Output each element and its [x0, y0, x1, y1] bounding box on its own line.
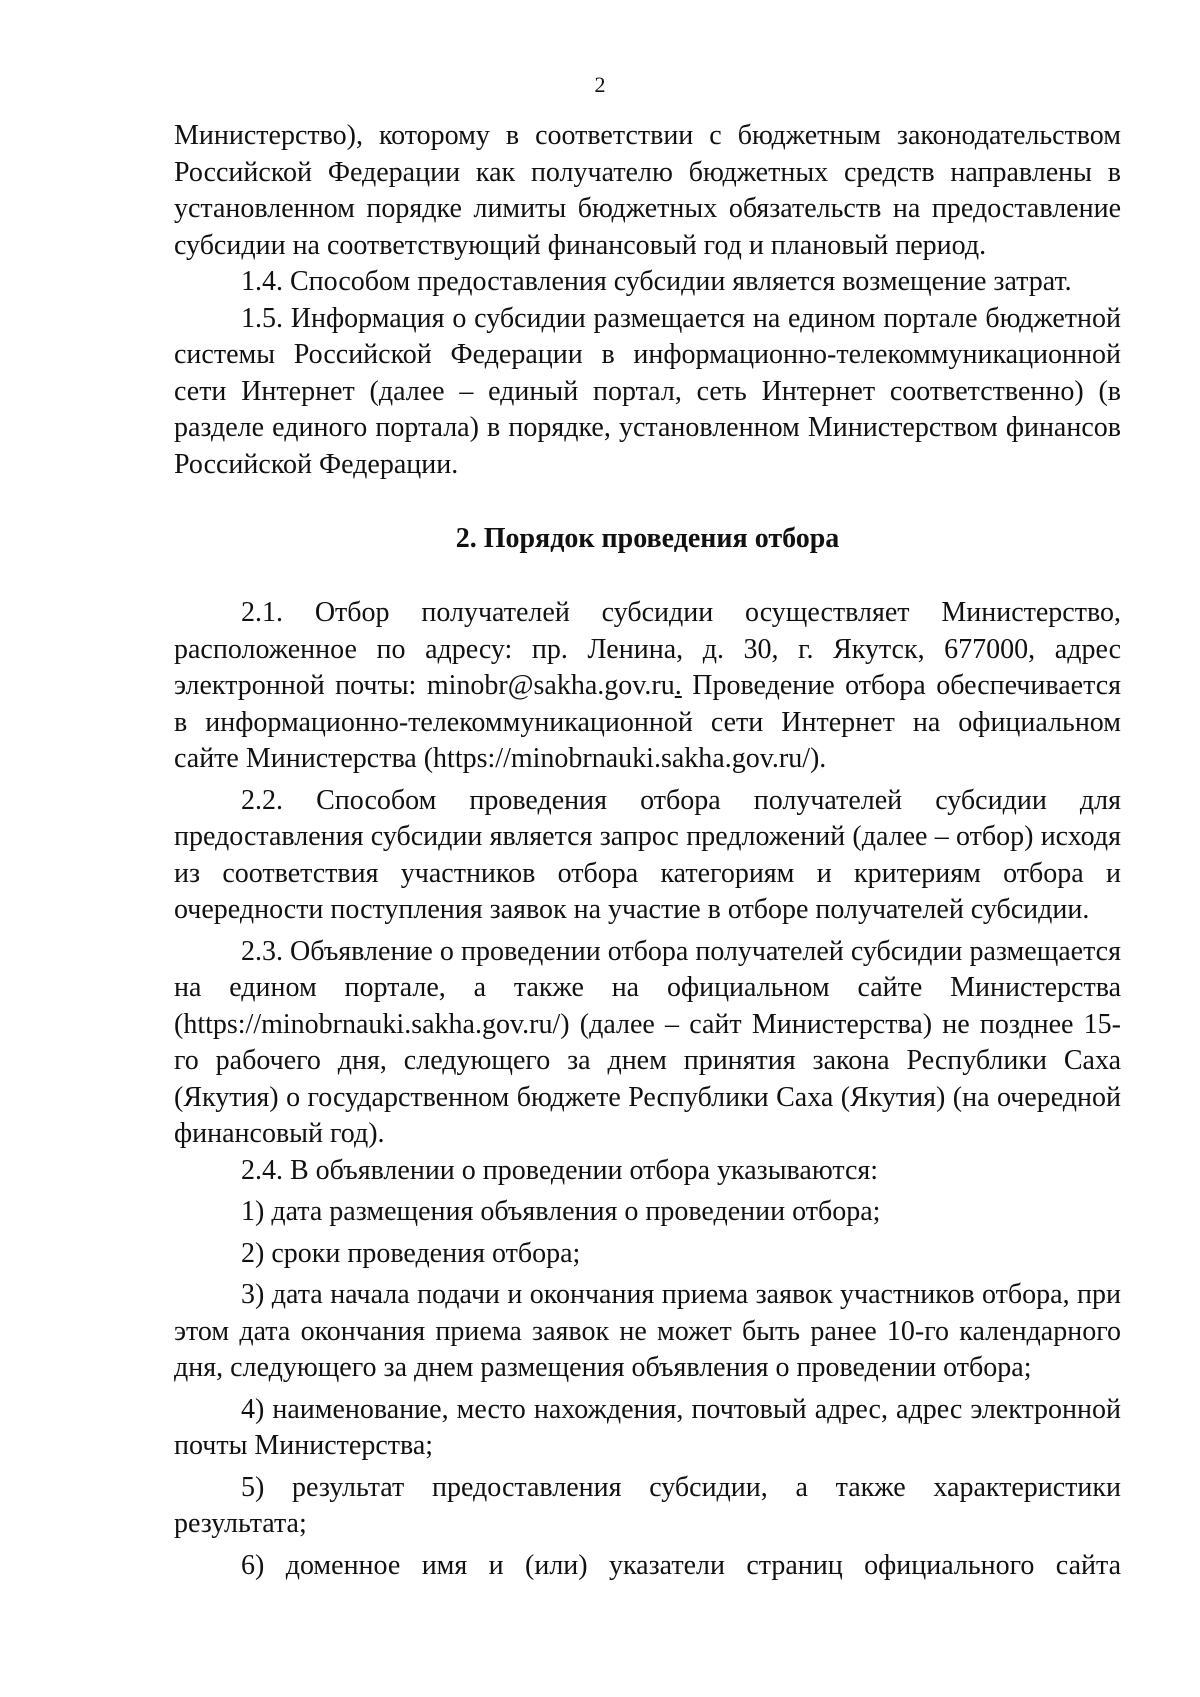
section-heading: 2. Порядок проведения отбора	[455, 523, 840, 554]
list-item: 6) доменное имя и (или) указатели страниц официального сайта	[241, 1549, 1121, 1581]
paragraph-ministry-continuation: Министерство), которому в соответствии с бюджетным законодательством Российской Федерации как получателю бюджетных средств направлены в установленном порядке лимиты бюджетных обязательств на предоставление субсидии на соответствующий финансовый год и плановый период.	[174, 120, 1121, 261]
paragraph-1-4: 1.4. Способом предоставления субсидии является возмещение затрат.	[241, 266, 1072, 297]
paragraph-2-2: 2.2. Способом проведения отбора получателей субсидии для предоставления субсидии является запрос предложений (далее – отбор) исходя из соответствия участников отбора категориям и критериям отбора и очередности поступления заявок на участие в отборе получателей субсидии.	[174, 784, 1121, 925]
list-item: 5) результат предоставления субсидии, а также характеристики результата;	[174, 1471, 1121, 1539]
paragraph-2-1-text-continued: Проведение отбора обеспечивается в информационно-телекоммуникационной сети Интернет на официальном сайте Министерства (https://minobrnauki.sakha.gov.ru/).	[174, 670, 1121, 774]
page-number: 2	[594, 72, 606, 97]
paragraph-2-1	[174, 595, 1121, 778]
email-underline-dot: .	[674, 670, 682, 701]
list-item: 1) дата размещения объявления о проведении отбора;	[241, 1196, 881, 1227]
list-item: 2) сроки проведения отбора;	[241, 1237, 581, 1269]
paragraph-2-3: 2.3. Объявление о проведении отбора получателей субсидии размещается на едином портале, а также на официальном сайте Министерства (https://minobrnauki.sakha.gov.ru/) (далее – сайт Министерства) не позднее 15-го рабочего дня, следующего за днем принятия закона Республики Саха (Якутия) о государственном бюджете Республики Саха (Якутия) (на очередной финансовый год).	[174, 935, 1121, 1149]
list-item: 4) наименование, место нахождения, почтовый адрес, адрес электронной почты Министерства;	[174, 1393, 1121, 1461]
paragraph-1-5: 1.5. Информация о субсидии размещается на едином портале бюджетной системы Российской Федерации в информационно-телекоммуникационной сети Интернет (далее – единый портал, сеть Интернет соответственно) (в разделе единого портала) в порядке, установленном Министерством финансов Российской Федерации.	[174, 302, 1121, 480]
paragraph-2-4: 2.4. В объявлении о проведении отбора указываются:	[241, 1154, 879, 1186]
document-body	[174, 118, 1121, 1584]
list-item: 3) дата начала подачи и окончания приема заявок участников отбора, при этом дата окончания приема заявок не может быть ранее 10-го календарного дня, следующего за днем размещения объявления о проведении отбора;	[174, 1279, 1121, 1383]
paragraph-2-1-text: 2.1. Отбор получателей субсидии осуществляет Министерство, расположенное по адресу: пр. Ленина, д. 30, г. Якутск, 677000, адрес электронной почты: minobr@sakha.gov.ru	[174, 597, 1121, 701]
